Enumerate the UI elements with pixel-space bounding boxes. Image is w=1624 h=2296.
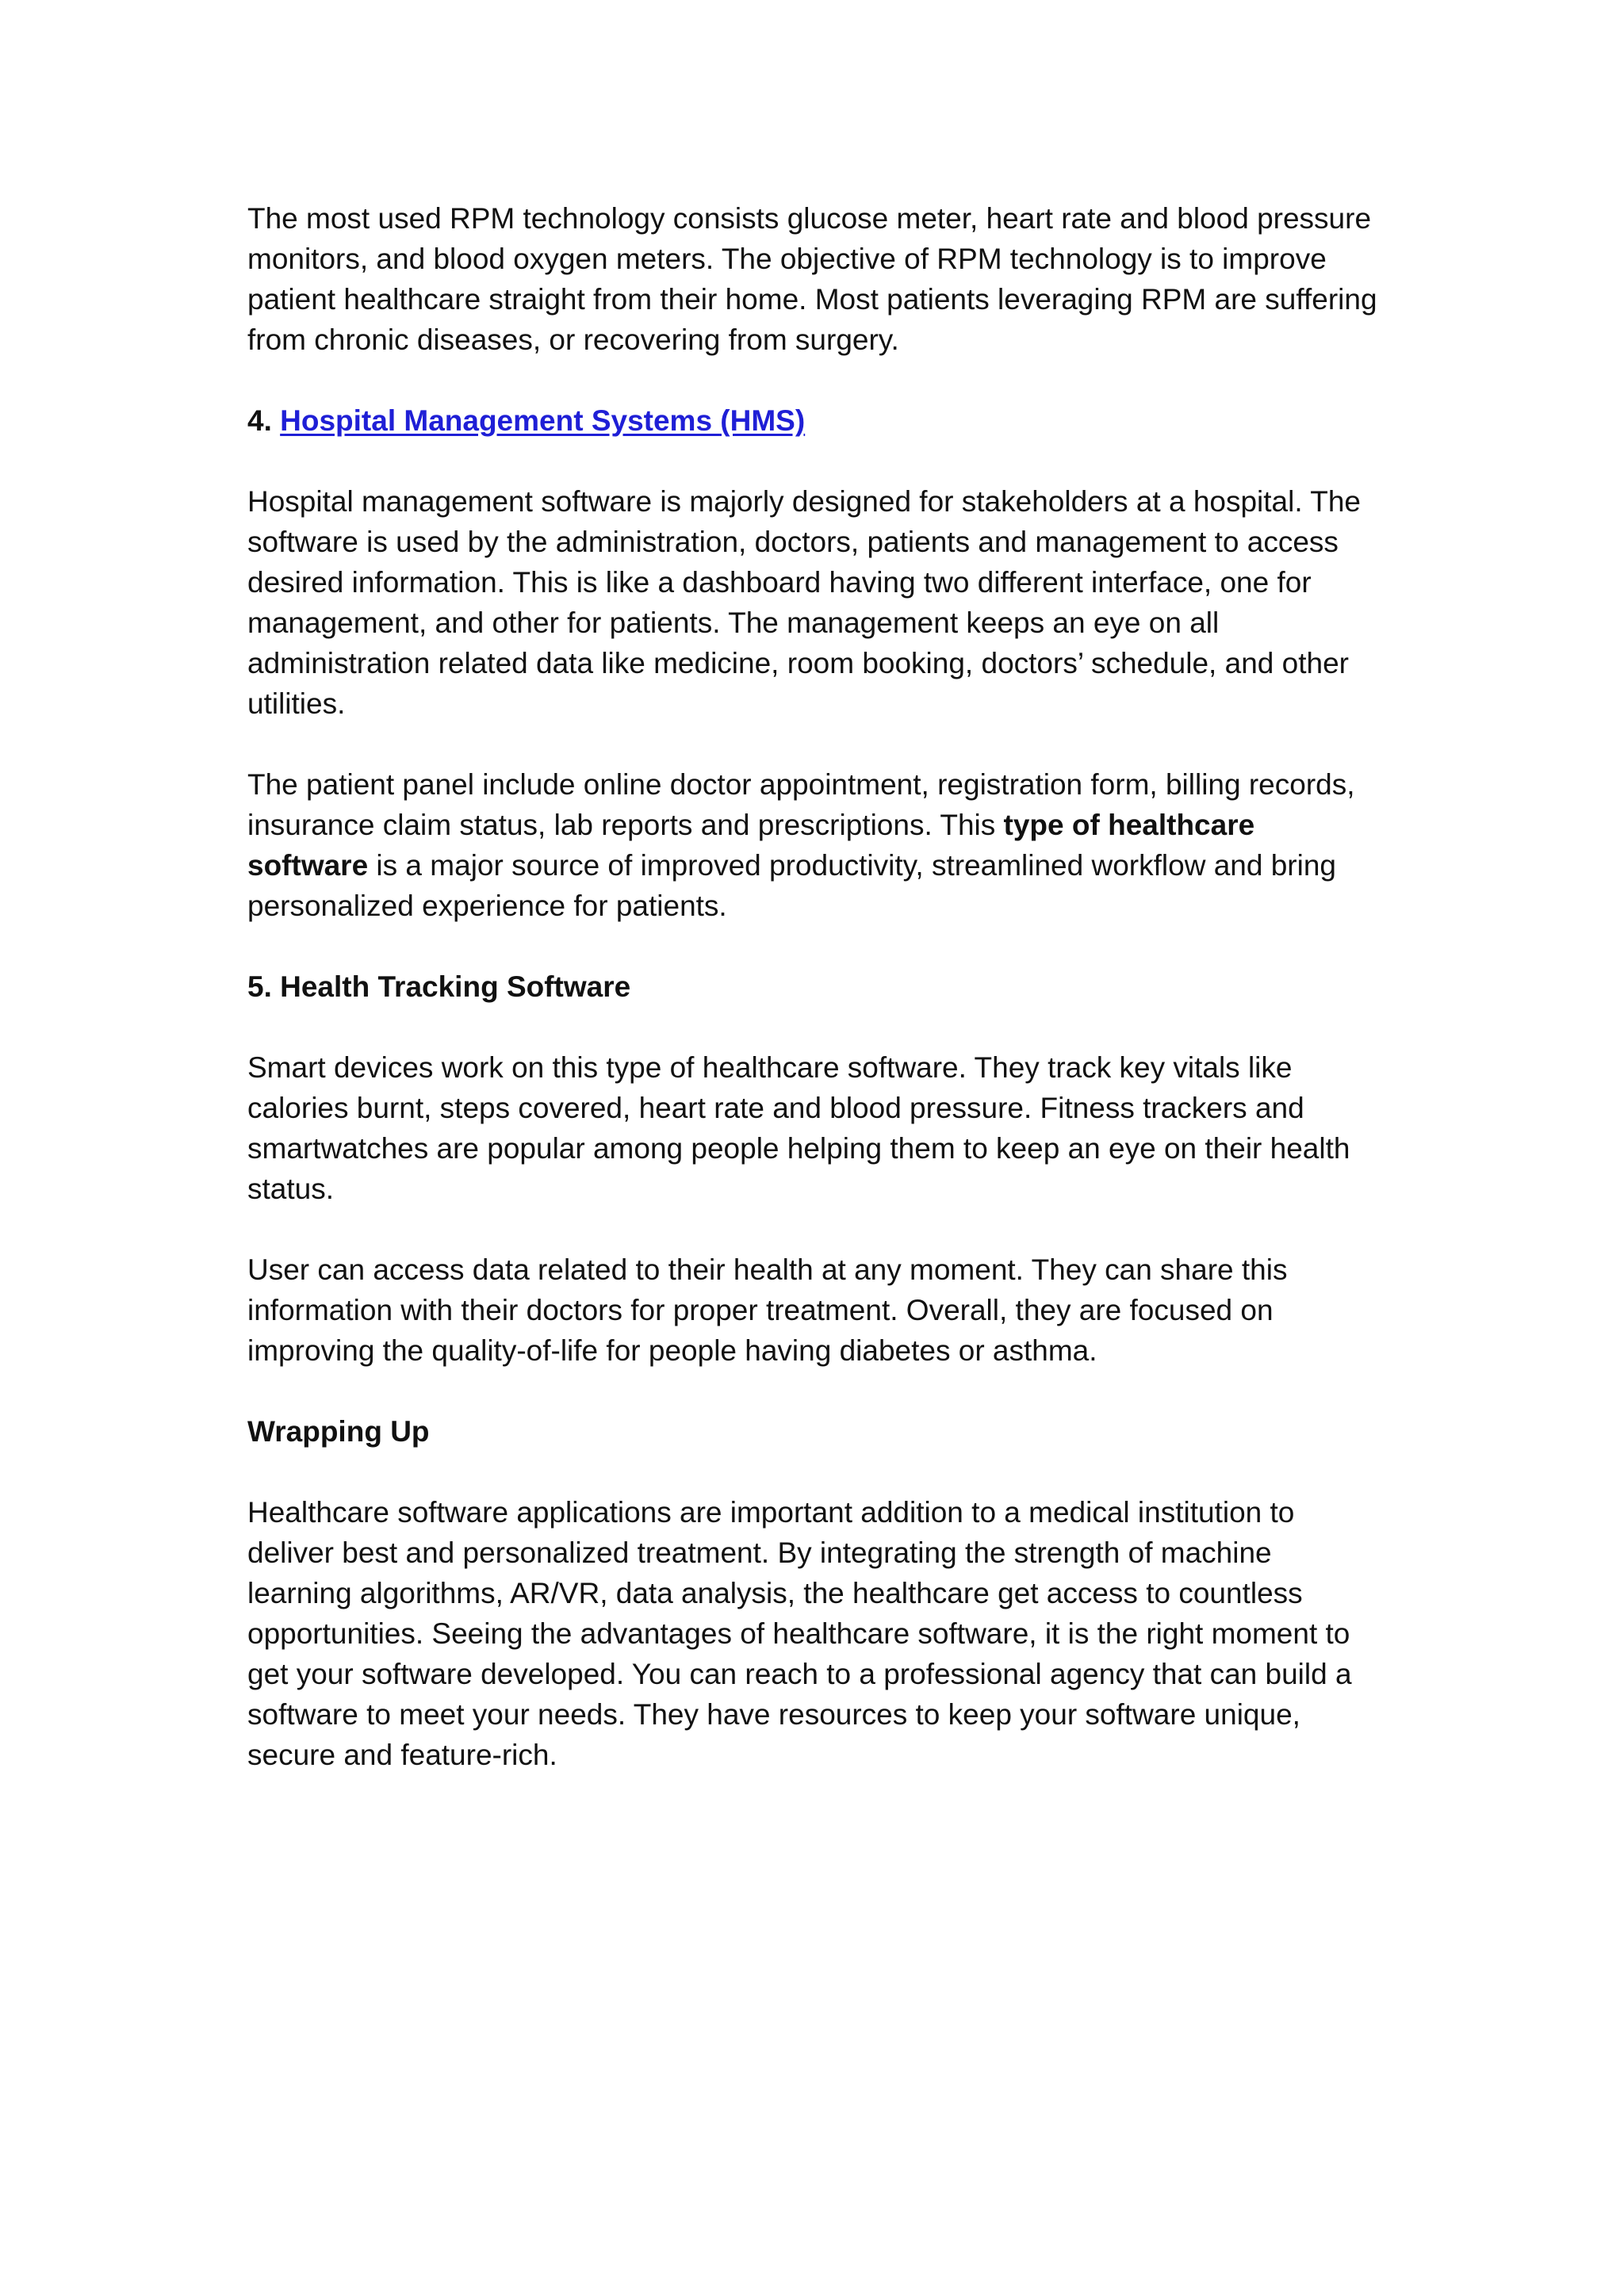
hms-paragraph-2-end: is a major source of improved productivity, streamlined workflow and bring personalized experience for patients. xyxy=(247,849,1336,922)
hms-heading-link[interactable]: Hospital Management Systems (HMS) xyxy=(280,404,806,437)
tracking-paragraph-2: User can access data related to their health at any moment. They can share this information with their doctors for proper treatment. Overall, they are focused on improving the quality-of-life for people having diabetes or asthma. xyxy=(247,1253,1288,1367)
hms-paragraph-2 xyxy=(247,764,1381,926)
hms-heading-number: 4. xyxy=(247,404,281,437)
hms-heading xyxy=(247,400,1381,441)
hms-paragraph-1: Hospital management software is majorly designed for stakeholders at a hospital. The software is used by the administration, doctors, patients and management to access desired information. This is like a dashboard having two different interface, one for management, and other for patients. The management keeps an eye on all administration related data like medicine, room booking, doctors’ schedule, and other utilities. xyxy=(247,485,1361,720)
hms-paragraph-2-bold: type of healthcare software xyxy=(247,809,1255,882)
hms-paragraph-2-start: The patient panel include online doctor appointment, registration form, billing records, insurance claim status, lab reports and prescriptions. This xyxy=(247,768,1355,841)
wrapping-up-heading: Wrapping Up xyxy=(247,1415,430,1448)
document-body xyxy=(247,198,1381,1816)
wrapping-up-paragraph: Healthcare software applications are important addition to a medical institution to deliver best and personalized treatment. By integrating the strength of machine learning algorithms, AR/VR, data analysis, the healthcare get access to countless opportunities. Seeing the advantages of healthcare software, it is the right moment to get your software developed. You can reach to a professional agency that can build a software to meet your needs. They have resources to keep your software unique, secure and feature-rich. xyxy=(247,1496,1352,1771)
tracking-heading: 5. Health Tracking Software xyxy=(247,970,631,1003)
tracking-paragraph-1: Smart devices work on this type of healthcare software. They track key vitals like calories burnt, steps covered, heart rate and blood pressure. Fitness trackers and smartwatches are popular among people helping them to keep an eye on their health status. xyxy=(247,1051,1350,1205)
rpm-paragraph: The most used RPM technology consists glucose meter, heart rate and blood pressure monitors, and blood oxygen meters. The objective of RPM technology is to improve patient healthcare straight from their home. Most patients leveraging RPM are suffering from chronic diseases, or recovering from surgery. xyxy=(247,202,1377,356)
